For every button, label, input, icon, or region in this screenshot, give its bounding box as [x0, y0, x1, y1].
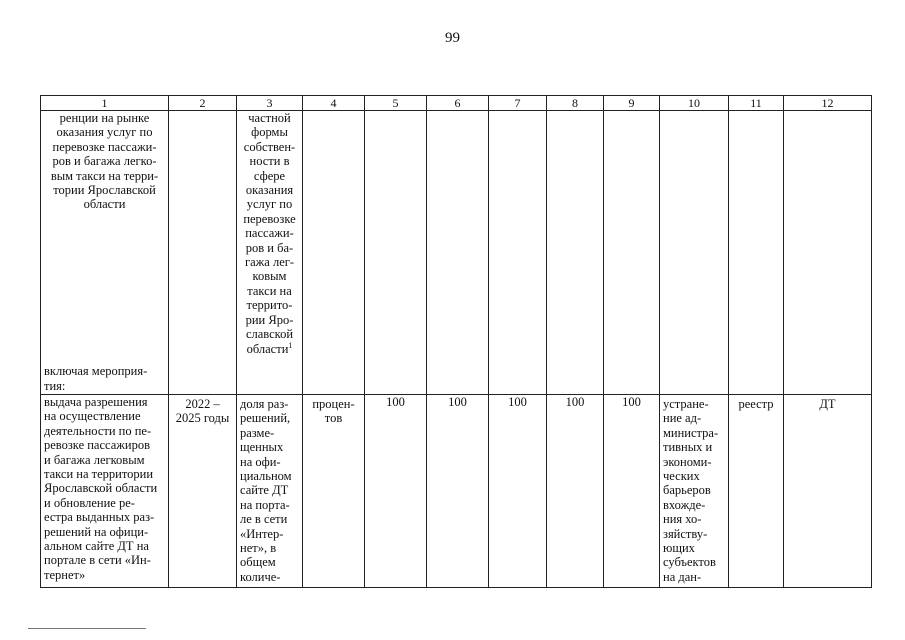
row2-col6-cell: 100: [427, 395, 489, 588]
table-row: [41, 395, 872, 588]
header-cell: 5: [365, 96, 427, 111]
row2-col9-cell: 100: [604, 395, 660, 588]
header-cell: 9: [604, 96, 660, 111]
footnote-marker: 1: [288, 340, 293, 350]
row1-col3-text: частной формы собствен- ности в сфере оказания услуг по перевозке пассажи- ров и ба- гажа лег- ковым такси на террито- рии Яро- славской области: [243, 111, 296, 356]
row1-col1-top-text: ренции на рынке оказания услуг по перевозке пассажи- ров и багажа легко- вым такси на терри- тории Ярославской области: [50, 111, 159, 212]
row2-col11-cell: реестр: [729, 395, 784, 588]
row1-col11-cell: [729, 111, 784, 395]
row2-col8-cell: 100: [547, 395, 604, 588]
table-row: [41, 111, 872, 395]
row1-col6-cell: [427, 111, 489, 395]
row1-col12-cell: [784, 111, 872, 395]
header-cell: 4: [303, 96, 365, 111]
row1-col8-cell: [547, 111, 604, 395]
row1-col4-cell: [303, 111, 365, 395]
row1-col3-cell: [237, 111, 303, 395]
row2-col4-cell: процен- тов: [303, 395, 365, 588]
header-cell: 2: [169, 96, 237, 111]
row2-col2-cell: 2022 – 2025 годы: [169, 395, 237, 588]
header-cell: 1: [41, 96, 169, 111]
header-cell: 8: [547, 96, 604, 111]
header-cell: 3: [237, 96, 303, 111]
program-table: [40, 95, 872, 588]
row1-col2-cell: [169, 111, 237, 395]
row2-col3-cell: доля раз- решений, разме- щенных на офи- циальном сайте ДТ на порта- ле в сети «Интер- нет», в общем количе-: [237, 395, 303, 588]
row1-col1-bottom-text: включая мероприя- тия:: [44, 364, 148, 393]
header-row: [41, 96, 872, 111]
header-cell: 12: [784, 96, 872, 111]
header-cell: 7: [489, 96, 547, 111]
header-cell: 11: [729, 96, 784, 111]
row2-col10-cell: устране- ние ад- министра- тивных и экономи- ческих барьеров вхожде- ния хо- зяйству- ющих субъектов на дан-: [660, 395, 729, 588]
footnote-separator: [28, 628, 146, 629]
row2-col12-cell: ДТ: [784, 395, 872, 588]
row1-col9-cell: [604, 111, 660, 395]
row2-col7-cell: 100: [489, 395, 547, 588]
row1-col7-cell: [489, 111, 547, 395]
row1-col10-cell: [660, 111, 729, 395]
header-cell: 10: [660, 96, 729, 111]
row2-col5-cell: 100: [365, 395, 427, 588]
row2-col1-cell: выдача разрешения на осуществление деятельности по пе- ревозке пассажиров и багажа легковым такси на территории Ярославской области и обновление ре- естра выданных раз- решений на офици- альном сайте ДТ на портале в сети «Ин- тернет»: [41, 395, 169, 588]
header-cell: 6: [427, 96, 489, 111]
row1-col1-cell: [41, 111, 169, 395]
row1-col5-cell: [365, 111, 427, 395]
page-number: 99: [445, 30, 460, 46]
